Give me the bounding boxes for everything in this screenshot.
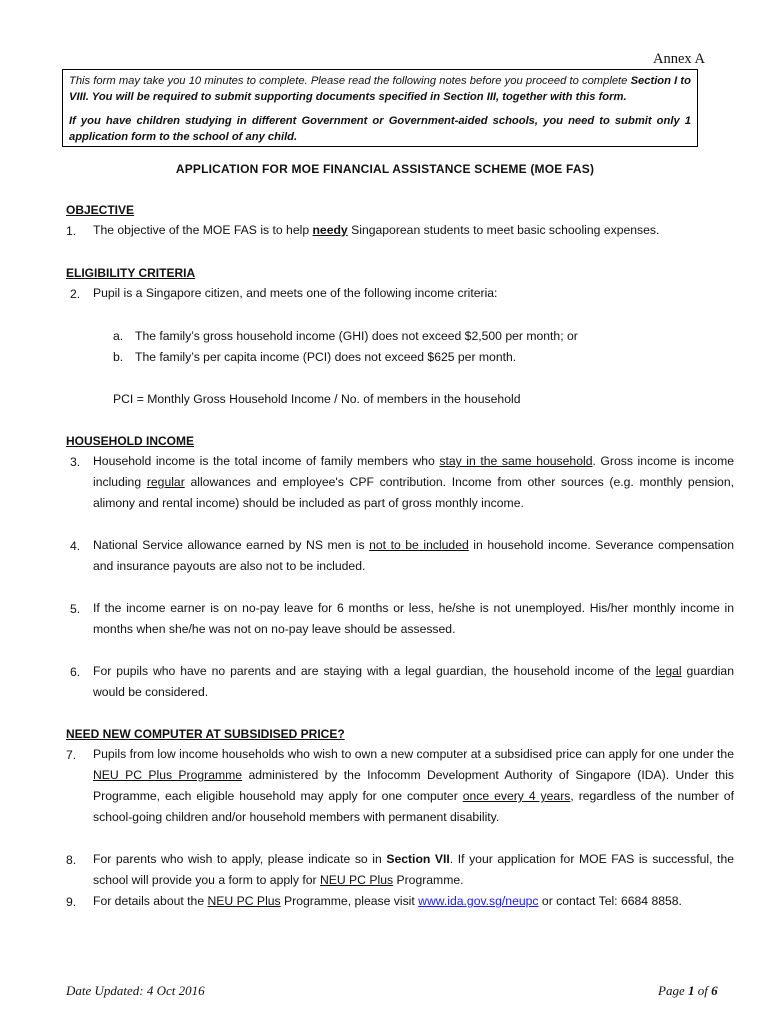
paragraph-number: 6. bbox=[70, 665, 81, 679]
paragraph-8 bbox=[93, 849, 734, 891]
paragraph-number: 3. bbox=[70, 455, 81, 469]
notice-text: This form may take you 10 minutes to complete. Please read the following notes before you proceed to complete bbox=[69, 75, 631, 87]
paragraph-number: 2. bbox=[70, 287, 81, 301]
underlined-text: stay in the same household bbox=[439, 454, 593, 468]
bold-text: Section VII bbox=[386, 852, 450, 866]
paragraph-objective bbox=[93, 220, 734, 241]
text: For details about the bbox=[93, 894, 208, 908]
section-heading-computer: NEED NEW COMPUTER AT SUBSIDISED PRICE? bbox=[66, 727, 345, 741]
text: . Gross income is income including bbox=[93, 454, 735, 489]
text: in household income. Severance compensation and insurance payouts are also not to be included. bbox=[93, 538, 734, 573]
criteria-label-b: b. bbox=[113, 350, 124, 364]
paragraph-number: 5. bbox=[70, 602, 81, 616]
underlined-text: legal bbox=[655, 664, 682, 678]
text: , regardless of the number of school-going children and/or household members with permanent disability. bbox=[93, 789, 734, 824]
text: National Service allowance earned by NS men is bbox=[93, 538, 370, 552]
text: Programme, please visit bbox=[280, 894, 419, 908]
text: Household income is the total income of family members who bbox=[93, 454, 440, 468]
emphasis-needy: needy bbox=[312, 223, 348, 237]
criteria-label-a: a. bbox=[113, 329, 124, 343]
underlined-text: NEU PC Plus Programme bbox=[93, 768, 243, 782]
text: For pupils who have no parents and are staying with a legal guardian, the household income of the bbox=[93, 664, 656, 678]
text: Pupils from low income households who wish to own a new computer at a subsidised price can apply for one under the bbox=[93, 747, 734, 761]
paragraph-3 bbox=[93, 451, 734, 514]
underlined-text: NEU PC Plus bbox=[319, 873, 394, 887]
underlined-text: once every 4 years bbox=[462, 789, 571, 803]
text: The objective of the MOE FAS is to help bbox=[93, 223, 313, 237]
page-number: 1 bbox=[687, 983, 695, 998]
paragraph-6 bbox=[93, 661, 734, 703]
criteria-item-a: The family’s gross household income (GHI) does not exceed $2,500 per month; or bbox=[135, 329, 578, 343]
paragraph-5: If the income earner is on no-pay leave for 6 months or less, he/she is not unemployed. His/her monthly income in months when she/he was not on no-pay leave should be assessed. bbox=[93, 601, 734, 636]
ida-neupc-link[interactable]: www.ida.gov.sg/neupc bbox=[418, 894, 539, 908]
text: guardian would be considered. bbox=[93, 664, 734, 699]
paragraph-number: 1. bbox=[66, 224, 77, 238]
notice-paragraph-1 bbox=[69, 74, 691, 105]
text: Singaporean students to meet basic schooling expenses. bbox=[347, 223, 660, 237]
notice-text-bold: Section I to VIII. You will be required to submit supporting documents specified in Section III, together with this form. bbox=[69, 75, 691, 103]
instructions-notice bbox=[62, 69, 698, 147]
section-heading-objective: OBJECTIVE bbox=[66, 203, 135, 217]
underlined-text: NEU PC Plus bbox=[207, 894, 281, 908]
paragraph-9 bbox=[93, 891, 734, 912]
notice-paragraph-2: If you have children studying in different Government or Government-aided schools, you need to submit only 1 application form to the school of any child. bbox=[69, 115, 691, 143]
text: allowances and employee's CPF contribution. Income from other sources (e.g. monthly pension, alimony and rental income) should be included as part of gross monthly income. bbox=[93, 475, 734, 510]
paragraph-number: 8. bbox=[66, 853, 77, 867]
page-total: 6 bbox=[711, 983, 718, 998]
text: Page bbox=[658, 983, 688, 998]
page-indicator bbox=[658, 983, 718, 999]
text: or contact Tel: 6684 8858. bbox=[538, 894, 682, 908]
paragraph-number: 9. bbox=[66, 895, 77, 909]
paragraph-number: 7. bbox=[66, 748, 77, 762]
text: Programme. bbox=[393, 873, 464, 887]
pci-formula: PCI = Monthly Gross Household Income / No. of members in the household bbox=[113, 392, 521, 406]
underlined-text: regular bbox=[146, 475, 185, 489]
text: . If your application for MOE FAS is successful, the school will provide you a form to apply for bbox=[93, 852, 734, 887]
paragraph-4 bbox=[93, 535, 734, 577]
underlined-text: not to be included bbox=[369, 538, 469, 552]
section-heading-household-income: HOUSEHOLD INCOME bbox=[66, 434, 195, 448]
date-updated: Date Updated: 4 Oct 2016 bbox=[66, 983, 205, 998]
annex-label: Annex A bbox=[653, 51, 705, 67]
text: administered by the Infocomm Development Authority of Singapore (IDA). Under this Programme, each eligible household may apply for one computer bbox=[93, 768, 734, 803]
criteria-item-b: The family’s per capita income (PCI) does not exceed $625 per month. bbox=[135, 350, 517, 364]
paragraph-number: 4. bbox=[70, 539, 81, 553]
paragraph-7 bbox=[93, 744, 734, 828]
text: For parents who wish to apply, please indicate so in bbox=[93, 852, 387, 866]
text: of bbox=[694, 983, 712, 998]
paragraph-eligibility: Pupil is a Singapore citizen, and meets one of the following income criteria: bbox=[93, 286, 498, 300]
section-heading-eligibility: ELIGIBILITY CRITERIA bbox=[66, 266, 196, 280]
document-title: APPLICATION FOR MOE FINANCIAL ASSISTANCE SCHEME (MOE FAS) bbox=[175, 162, 595, 176]
